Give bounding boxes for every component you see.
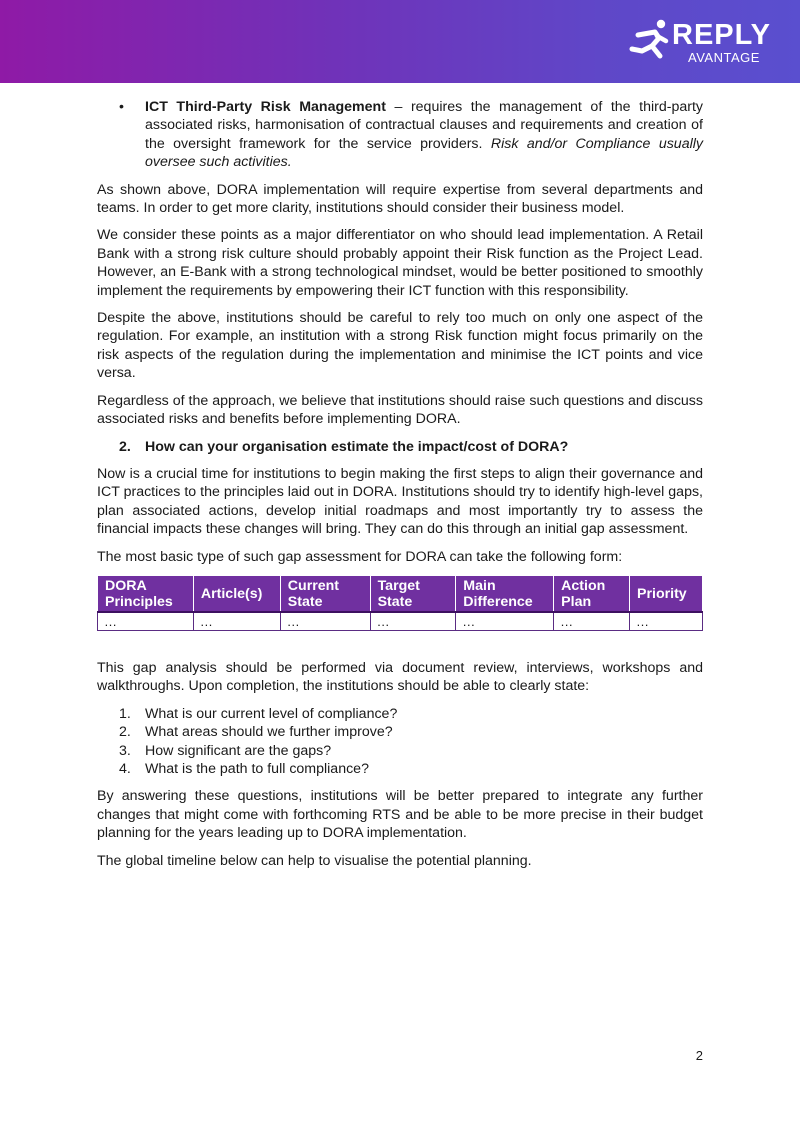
list-item: 3. How significant are the gaps? [119, 742, 332, 759]
table-header-cell: DORA Principles [98, 575, 194, 612]
table-header-cell: Priority [630, 575, 703, 612]
table-header-cell: Current State [280, 575, 370, 612]
paragraph-gap-form-intro: The most basic type of such gap assessment for DORA can take the following form: [97, 548, 623, 565]
paragraph-crucial-time: Now is a crucial time for institutions to begin making the first steps to align their governance and ICT practices to the principles laid out in DORA. Institutions should try to identify high-level gaps, plan associated actions, develop initial roadmaps and most importantly try to assess the financial impacts these changes will bring. They can do this through an initial gap assessment. [97, 465, 703, 538]
table-header-cell: Target State [370, 575, 456, 612]
bullet-italic-note: Risk and/or Compliance usually oversee such activities. [145, 135, 703, 171]
table-header-row [98, 575, 703, 612]
list-item: 2. What areas should we further improve? [119, 724, 393, 741]
table-cell: … [280, 612, 370, 631]
gap-assessment-table [97, 575, 703, 631]
table-cell: … [193, 612, 280, 631]
logo-avantage-text: AVANTAGE [688, 50, 760, 65]
list-item: 1. What is our current level of compliance? [119, 705, 398, 722]
table-cell: … [370, 612, 456, 631]
paragraph-caution: Despite the above, institutions should be careful to rely too much on only one aspect of the regulation. For example, an institution with a strong Risk function might focus primarily on the risk aspects of the regulation during the implementation and minimise the ICT points and vice versa. [97, 310, 703, 382]
bullet-ict-third-party [97, 98, 703, 172]
table-cell: … [456, 612, 554, 631]
table-header-cell: Action Plan [554, 575, 630, 612]
bullet-dot: • [119, 99, 124, 115]
logo-reply-text: REPLY [672, 19, 772, 51]
table-cell: … [98, 612, 194, 631]
table-cell: … [630, 612, 703, 631]
section-heading-impact-cost [97, 438, 703, 456]
table-cell: … [554, 612, 630, 631]
paragraph-answering: By answering these questions, institutions will be better prepared to integrate any further changes that might come with forthcoming RTS and be able to be more precise in their budget planning for the years leading up to DORA implementation. [97, 788, 703, 842]
page-number: 2 [695, 1048, 703, 1063]
page-header-banner [0, 0, 800, 83]
table-header-cell: Article(s) [193, 575, 280, 612]
list-item: 4. What is the path to full compliance? [119, 760, 369, 777]
paragraph-approach: Regardless of the approach, we believe that institutions should raise such questions and discuss associated risks and benefits before implementing DORA. [97, 392, 703, 428]
paragraph-gap-analysis: This gap analysis should be performed via document review, interviews, workshops and walkthroughs. Upon completion, the institutions should be able to clearly state: [97, 659, 703, 695]
bullet-bold-title: ICT Third-Party Risk Management [145, 99, 386, 115]
table-header-cell: Main Difference [456, 575, 554, 612]
paragraph-expertise: As shown above, DORA implementation will require expertise from several departments and teams. In order to get more clarity, institutions should consider their business model. [97, 181, 703, 217]
document-body [97, 98, 703, 879]
reply-avantage-logo [628, 18, 780, 68]
section-title: How can your organisation estimate the impact/cost of DORA? [145, 438, 569, 455]
section-number: 2. [119, 438, 131, 455]
runner-icon [628, 18, 674, 64]
table-row [98, 612, 703, 631]
paragraph-timeline: The global timeline below can help to visualise the potential planning. [97, 852, 532, 869]
paragraph-differentiator: We consider these points as a major differentiator on who should lead implementation. A Retail Bank with a strong risk culture should probably appoint their Risk function as the Project Lead. However, an E-Bank with a strong technological mindset, would be better positioned to smoothly implement the requirements by empowering their ICT function with this responsibility. [97, 227, 703, 299]
bullet-text: – requires the management of the third-party associated risks, harmonisation of contractual clauses and requirements and creation of the oversight framework for the service providers. [145, 99, 703, 152]
questions-list [97, 705, 703, 779]
